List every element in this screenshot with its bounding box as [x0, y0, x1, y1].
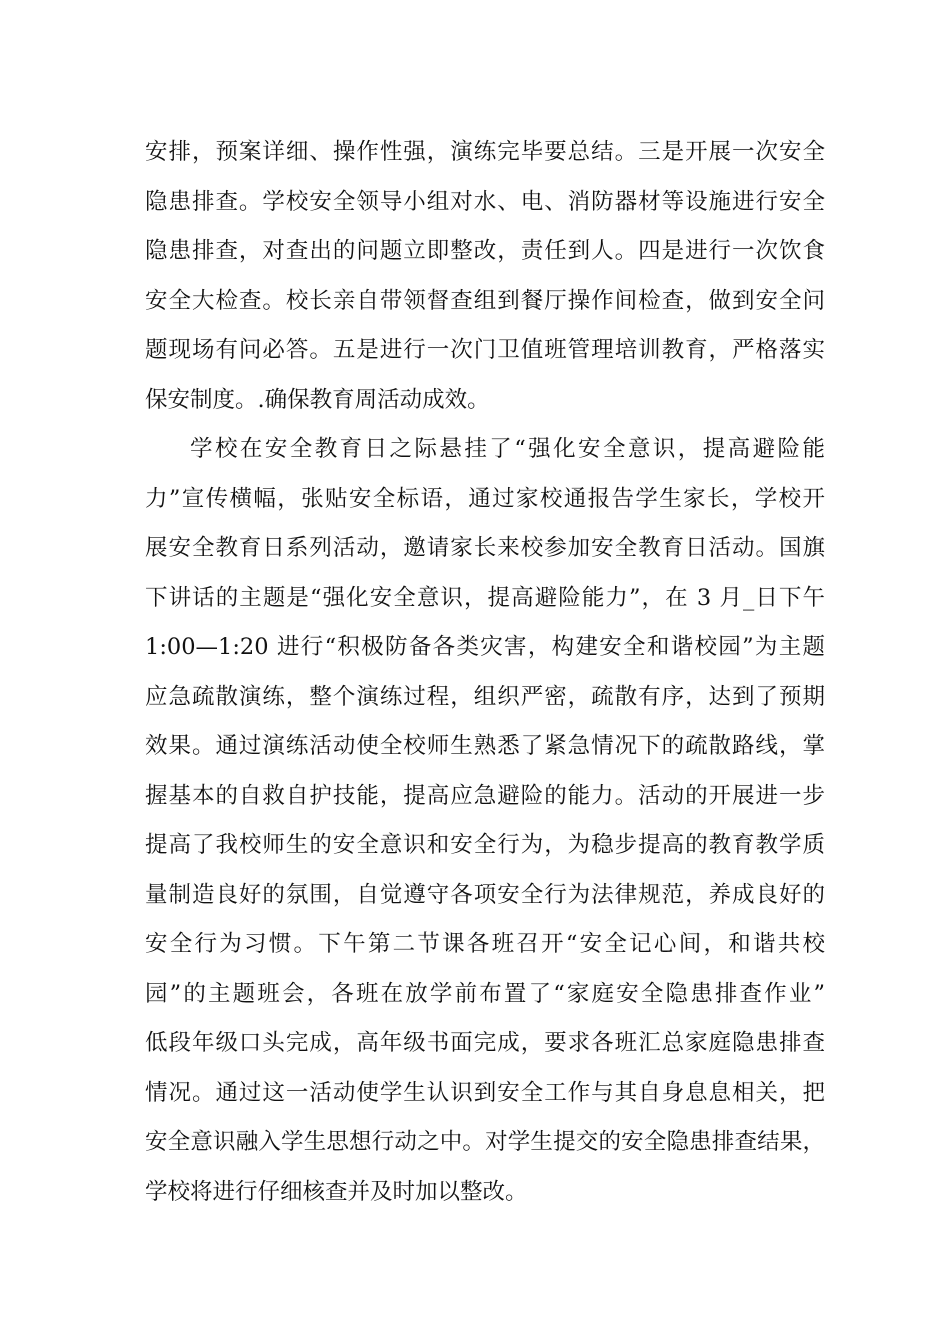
text-line: 效果。通过演练活动使全校师生熟悉了紧急情况下的疏散路线，掌 [145, 733, 825, 759]
text-line: 隐患排查，对查出的问题立即整改，责任到人。四是进行一次饮食 [145, 238, 825, 264]
text-line: 安全行为习惯。下午第二节课各班召开“安全记心间，和谐共校 [145, 931, 825, 957]
document-body [145, 128, 825, 1217]
text-line: 安全意识融入学生思想行动之中。对学生提交的安全隐患排查结果， [145, 1129, 825, 1155]
text-line: 应急疏散演练，整个演练过程，组织严密，疏散有序，达到了预期 [145, 683, 825, 710]
text-line: 低段年级口头完成，高年级书面完成，要求各班汇总家庭隐患排查 [145, 1030, 825, 1056]
paragraph-1 [145, 128, 825, 425]
text-line: 题现场有问必答。五是进行一次门卫值班管理培训教育，严格落实 [145, 337, 825, 363]
text-line: 量制造良好的氛围，自觉遵守各项安全行为法律规范，养成良好的 [145, 881, 825, 908]
text-line: 园”的主题班会，各班在放学前布置了“家庭安全隐患排查作业” [145, 980, 825, 1007]
text-line: 情况。通过这一活动使学生认识到安全工作与其自身息息相关，把 [145, 1079, 825, 1106]
text-line: 1:00—1:20 进行“积极防备各类灾害，构建安全和谐校园”为主题 [145, 634, 825, 660]
text-line: 学校将进行仔细核查并及时加以整改。 [145, 1178, 528, 1205]
text-line: 下讲话的主题是“强化安全意识，提高避险能力”，在 3 月_日下午 [145, 584, 825, 611]
text-line: 隐患排查。学校安全领导小组对水、电、消防器材等设施进行安全 [145, 188, 825, 215]
paragraph-2 [145, 425, 825, 1217]
text-line: 安全大检查。校长亲自带领督查组到餐厅操作间检查，做到安全问 [145, 287, 825, 314]
text-line: 安排，预案详细、操作性强，演练完毕要总结。三是开展一次安全 [145, 139, 825, 165]
text-line: 展安全教育日系列活动，邀请家长来校参加安全教育日活动。国旗 [145, 535, 825, 561]
text-line: 保安制度。.确保教育周活动成效。 [145, 386, 490, 413]
text-line: 提高了我校师生的安全意识和安全行为，为稳步提高的教育教学质 [145, 832, 825, 858]
text-line: 学校在安全教育日之际悬挂了“强化安全意识，提高避险能 [190, 436, 825, 462]
text-line: 握基本的自救自护技能，提高应急避险的能力。活动的开展进一步 [145, 782, 825, 809]
text-line: 力”宣传横幅，张贴安全标语，通过家校通报告学生家长，学校开 [145, 485, 825, 512]
